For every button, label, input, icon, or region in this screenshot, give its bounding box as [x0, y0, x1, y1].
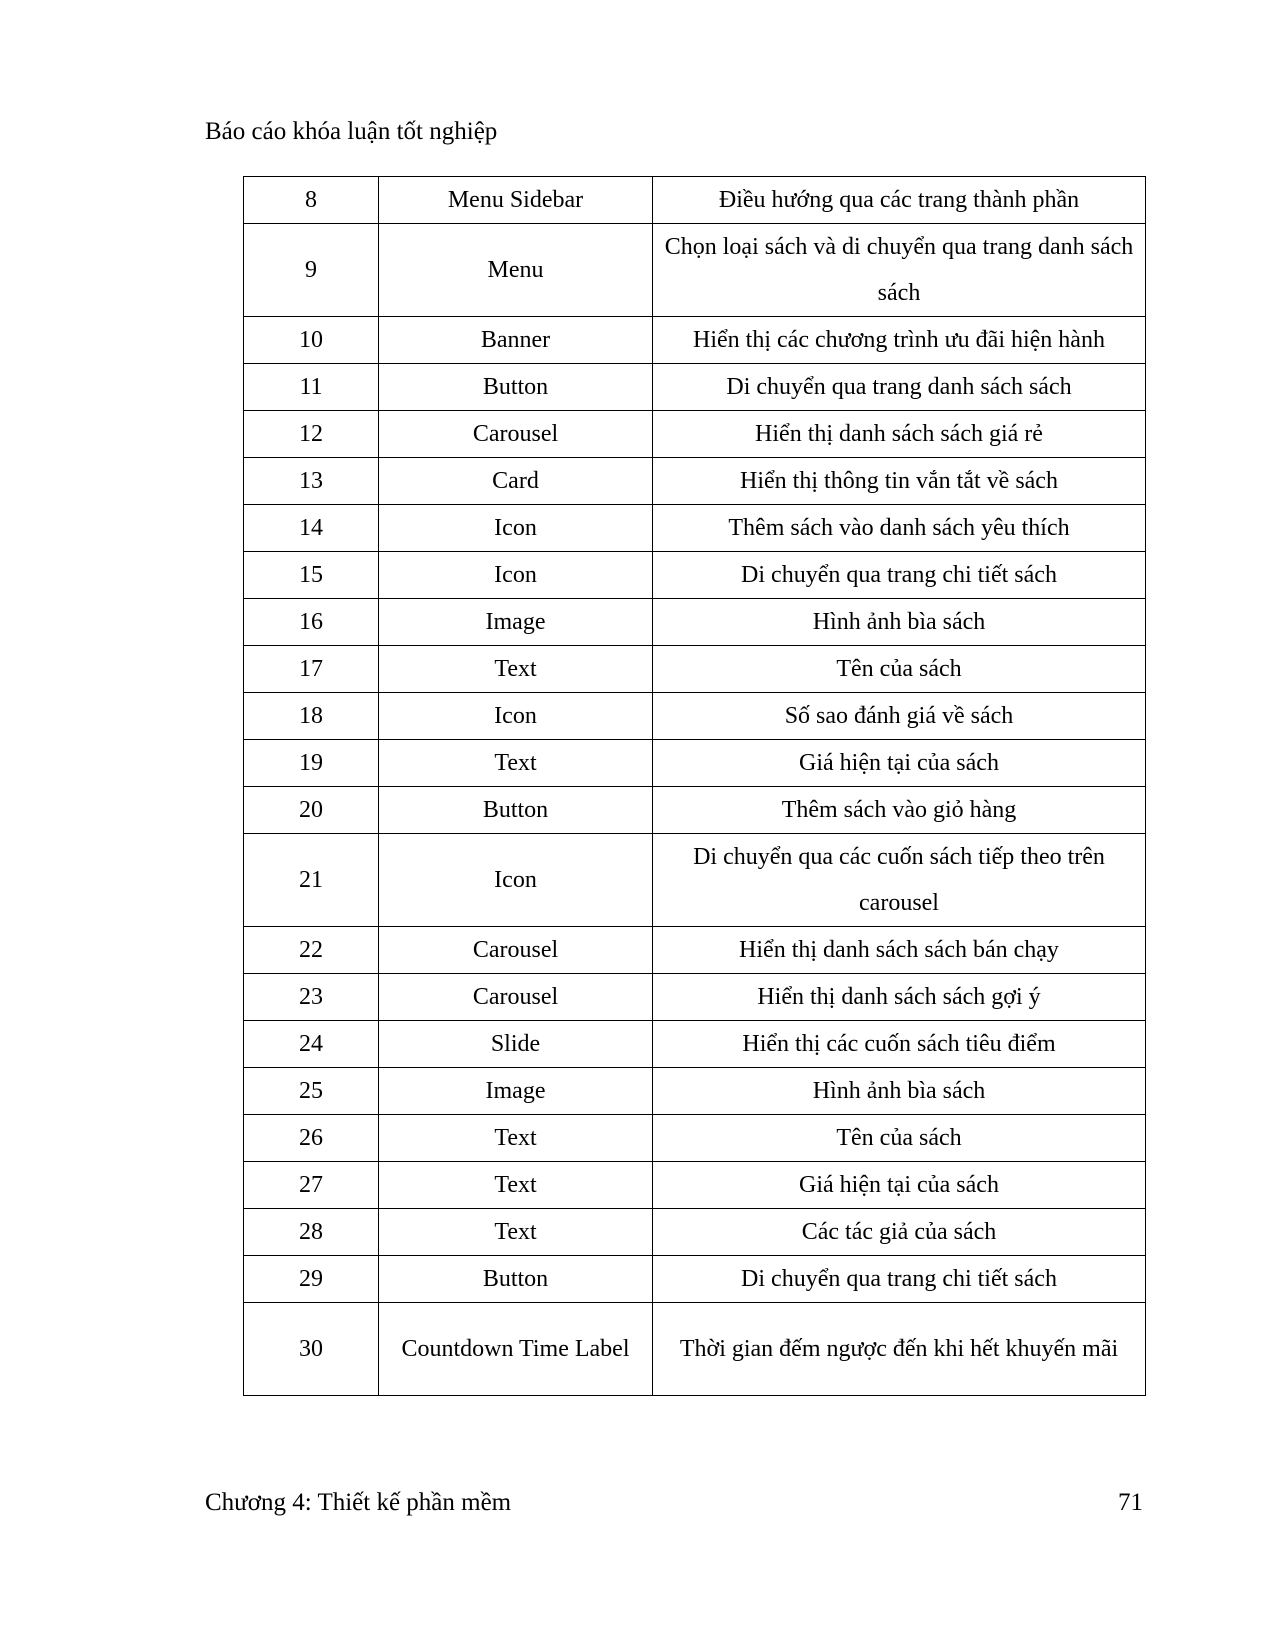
page-footer [205, 1488, 1143, 1518]
description-cell: Hiển thị danh sách sách bán chạy [653, 927, 1146, 974]
row-number-cell: 13 [244, 458, 379, 505]
row-number-cell: 21 [244, 834, 379, 927]
component-cell: Button [379, 364, 653, 411]
row-number-cell: 8 [244, 177, 379, 224]
table-row [244, 552, 1146, 599]
row-number-cell: 16 [244, 599, 379, 646]
page-header: Báo cáo khóa luận tốt nghiệp [205, 118, 498, 145]
description-cell: Tên của sách [653, 646, 1146, 693]
description-cell: Các tác giả của sách [653, 1209, 1146, 1256]
description-cell: Hiển thị danh sách sách gợi ý [653, 974, 1146, 1021]
row-number-cell: 30 [244, 1303, 379, 1396]
component-cell: Icon [379, 505, 653, 552]
component-cell: Icon [379, 693, 653, 740]
table-row [244, 1209, 1146, 1256]
description-cell: Thêm sách vào giỏ hàng [653, 787, 1146, 834]
row-number-cell: 14 [244, 505, 379, 552]
row-number-cell: 22 [244, 927, 379, 974]
component-cell: Image [379, 599, 653, 646]
row-number-cell: 9 [244, 224, 379, 317]
description-cell: Chọn loại sách và di chuyển qua trang danh sách sách [653, 224, 1146, 317]
component-cell: Carousel [379, 974, 653, 1021]
description-cell: Hình ảnh bìa sách [653, 1068, 1146, 1115]
table-row [244, 974, 1146, 1021]
table-row [244, 927, 1146, 974]
table-row [244, 646, 1146, 693]
description-cell: Thời gian đếm ngược đến khi hết khuyến mãi [653, 1303, 1146, 1396]
component-cell: Icon [379, 552, 653, 599]
row-number-cell: 27 [244, 1162, 379, 1209]
table-row [244, 1115, 1146, 1162]
row-number-cell: 18 [244, 693, 379, 740]
component-cell: Text [379, 1162, 653, 1209]
description-cell: Thêm sách vào danh sách yêu thích [653, 505, 1146, 552]
row-number-cell: 24 [244, 1021, 379, 1068]
table-row [244, 505, 1146, 552]
row-number-cell: 26 [244, 1115, 379, 1162]
table-row [244, 693, 1146, 740]
table-row [244, 1303, 1146, 1396]
row-number-cell: 15 [244, 552, 379, 599]
description-cell: Hình ảnh bìa sách [653, 599, 1146, 646]
row-number-cell: 12 [244, 411, 379, 458]
component-cell: Menu [379, 224, 653, 317]
table-row [244, 599, 1146, 646]
component-cell: Button [379, 1256, 653, 1303]
description-cell: Tên của sách [653, 1115, 1146, 1162]
table-row [244, 317, 1146, 364]
component-cell: Countdown Time Label [379, 1303, 653, 1396]
description-cell: Di chuyển qua trang chi tiết sách [653, 552, 1146, 599]
component-cell: Text [379, 1115, 653, 1162]
description-cell: Hiển thị các cuốn sách tiêu điểm [653, 1021, 1146, 1068]
table-row [244, 1256, 1146, 1303]
table-row [244, 1021, 1146, 1068]
table-row [244, 364, 1146, 411]
row-number-cell: 19 [244, 740, 379, 787]
component-cell: Text [379, 740, 653, 787]
description-cell: Điều hướng qua các trang thành phần [653, 177, 1146, 224]
description-cell: Số sao đánh giá về sách [653, 693, 1146, 740]
row-number-cell: 20 [244, 787, 379, 834]
description-cell: Hiển thị danh sách sách giá rẻ [653, 411, 1146, 458]
table-body [244, 177, 1146, 1396]
description-cell: Di chuyển qua các cuốn sách tiếp theo trên carousel [653, 834, 1146, 927]
row-number-cell: 11 [244, 364, 379, 411]
description-cell: Giá hiện tại của sách [653, 1162, 1146, 1209]
component-cell: Image [379, 1068, 653, 1115]
component-cell: Slide [379, 1021, 653, 1068]
row-number-cell: 29 [244, 1256, 379, 1303]
table-row [244, 1068, 1146, 1115]
component-cell: Text [379, 646, 653, 693]
component-cell: Icon [379, 834, 653, 927]
component-table [243, 176, 1146, 1396]
description-cell: Giá hiện tại của sách [653, 740, 1146, 787]
table-row [244, 740, 1146, 787]
component-cell: Banner [379, 317, 653, 364]
table-row [244, 787, 1146, 834]
table-row [244, 834, 1146, 927]
description-cell: Di chuyển qua trang danh sách sách [653, 364, 1146, 411]
component-cell: Button [379, 787, 653, 834]
component-cell: Carousel [379, 927, 653, 974]
row-number-cell: 10 [244, 317, 379, 364]
row-number-cell: 17 [244, 646, 379, 693]
component-cell: Menu Sidebar [379, 177, 653, 224]
row-number-cell: 25 [244, 1068, 379, 1115]
description-cell: Hiển thị thông tin vắn tắt về sách [653, 458, 1146, 505]
row-number-cell: 28 [244, 1209, 379, 1256]
description-cell: Di chuyển qua trang chi tiết sách [653, 1256, 1146, 1303]
table-row [244, 1162, 1146, 1209]
component-cell: Text [379, 1209, 653, 1256]
page-number: 71 [1118, 1489, 1143, 1516]
footer-chapter: Chương 4: Thiết kế phần mềm [205, 1489, 512, 1516]
component-cell: Card [379, 458, 653, 505]
description-cell: Hiển thị các chương trình ưu đãi hiện hành [653, 317, 1146, 364]
component-cell: Carousel [379, 411, 653, 458]
table-row [244, 177, 1146, 224]
table-row [244, 411, 1146, 458]
table-row [244, 458, 1146, 505]
table-row [244, 224, 1146, 317]
row-number-cell: 23 [244, 974, 379, 1021]
